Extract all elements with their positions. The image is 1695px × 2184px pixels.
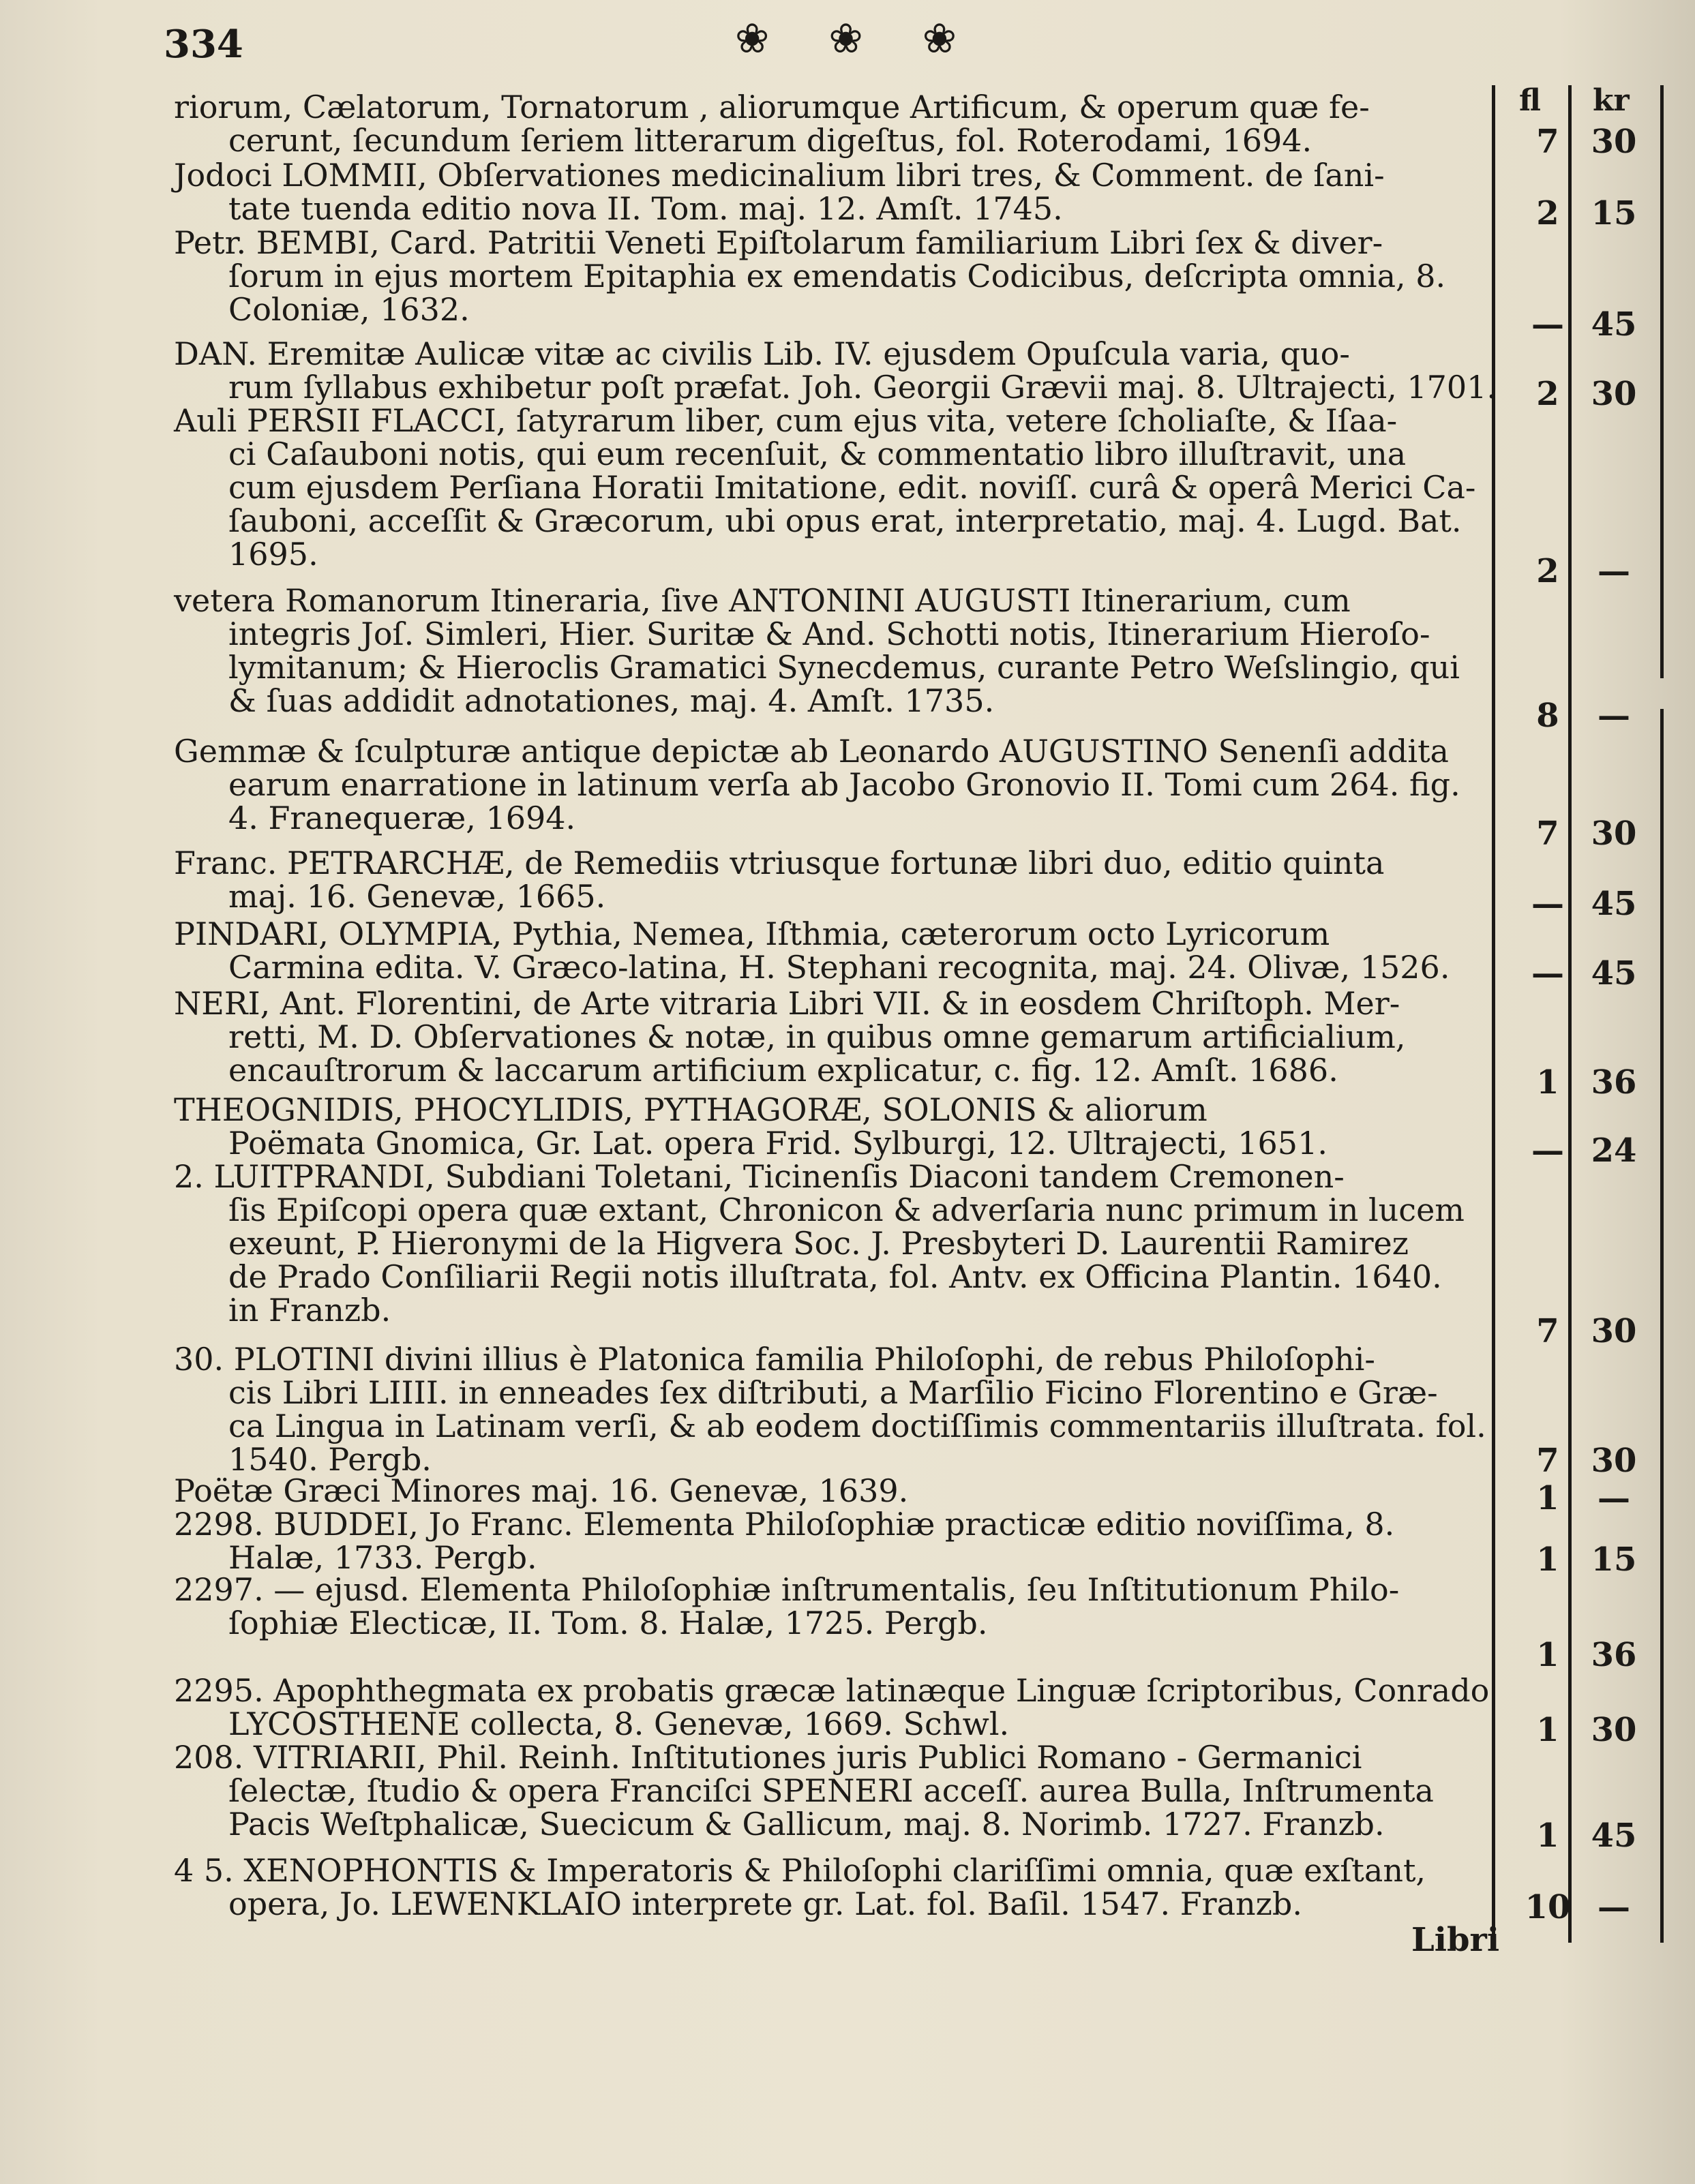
entry-line: 2297. — ejusd. Elementa Philoſophiæ inſtrumentalis, ſeu Inſtitutionum Philo- (174, 1571, 1400, 1608)
entry-line: de Prado Conſiliarii Regii notis illuſtrata, fol. Antv. ex Officina Plantin. 1640. (228, 1258, 1442, 1295)
catalog-entry (174, 987, 1497, 1087)
entry-line: 208. VITRIARII, Phil. Reinh. Inſtitutiones juris Publici Romano - Germanici (174, 1739, 1362, 1776)
entry-line: ci Caſauboni notis, qui eum recenſuit, & commentatio libro illuſtravit, una (228, 436, 1407, 472)
price-kreuzer: 30 (1591, 123, 1637, 161)
entry-line: opera, Jo. LEWENKLAIO interprete gr. Lat. fol. Baſil. 1547. Franzb. (228, 1885, 1302, 1922)
price-kreuzer: 24 (1591, 1132, 1637, 1170)
entry-line: tate tuenda editio nova II. Tom. maj. 12. Amſt. 1745. (228, 190, 1063, 227)
catchword: Libri (1411, 1921, 1500, 1959)
entry-line: earum enarratione in latinum verſa ab Jacobo Gronovio II. Tomi cum 264. fig. (228, 766, 1460, 803)
entry-line: Pacis Weſtphalicæ, Suecicum & Gallicum, maj. 8. Norimb. 1727. Franzb. (228, 1806, 1385, 1842)
price-kreuzer: 15 (1591, 194, 1637, 232)
price-kreuzer: — (1597, 1888, 1630, 1926)
price-kreuzer: 36 (1591, 1636, 1637, 1674)
entry-line: 2298. BUDDEI, Jo Franc. Elementa Philoſophiæ practicæ editio noviſſima, 8. (174, 1506, 1395, 1543)
catalog-entry (174, 226, 1497, 327)
entry-line: rum ſyllabus exhibetur poſt præfat. Joh. Georgii Grævii maj. 8. Ultrajecti, 1701. (228, 369, 1497, 406)
entry-line: Halæ, 1733. Pergb. (228, 1539, 537, 1576)
entry-line: DAN. Eremitæ Aulicæ vitæ ac civilis Lib. IV. ejusdem Opuſcula varia, quo- (174, 335, 1350, 372)
entry-line: integris Joſ. Simleri, Hier. Suritæ & And. Schotti notis, Itinerarium Hieroſo- (228, 616, 1430, 652)
price-kreuzer: — (1597, 1479, 1630, 1517)
entry-line: Poëmata Gnomica, Gr. Lat. opera Frid. Sylburgi, 12. Ultrajecti, 1651. (228, 1125, 1328, 1162)
entry-line: 30. PLOTINI divini illius è Platonica familia Philoſophi, de rebus Philoſophi- (174, 1341, 1375, 1378)
price-kreuzer: 30 (1591, 1711, 1637, 1749)
entry-line: ſorum in ejus mortem Epitaphia ex emendatis Codicibus, deſcripta omnia, 8. (228, 258, 1446, 294)
entry-line: & ſuas addidit adnotationes, maj. 4. Amſt. 1735. (228, 682, 995, 719)
entry-line: 1540. Pergb. (228, 1441, 432, 1478)
column-header-kr: kr (1593, 83, 1630, 118)
price-kreuzer: 45 (1591, 1817, 1637, 1855)
catalog-entry (174, 735, 1497, 835)
page-number: 334 (164, 22, 243, 67)
entry-line: ca Lingua in Latinam verſi, & ab eodem doctiſſimis commentariis illuſtrata. fol. (228, 1408, 1486, 1444)
price-florin: 2 (1536, 194, 1559, 232)
entry-line: ſophiæ Electicæ, II. Tom. 8. Halæ, 1725. Pergb. (228, 1605, 988, 1641)
catalog-entry (174, 404, 1497, 571)
price-florin: 1 (1536, 1636, 1559, 1674)
price-florin: — (1531, 885, 1564, 923)
catalog-entry (174, 337, 1497, 404)
catalog-entry (174, 1508, 1497, 1575)
catalog-entry (174, 1854, 1497, 1921)
price-kreuzer: 45 (1591, 305, 1637, 344)
entry-line: encauſtrorum & laccarum artificium explicatur, c. fig. 12. Amſt. 1686. (228, 1052, 1338, 1089)
price-kreuzer: 30 (1591, 815, 1637, 853)
entry-line: cum ejusdem Perſiana Horatii Imitatione, edit. noviſſ. curâ & operâ Merici Ca- (228, 469, 1476, 506)
price-kreuzer: 15 (1591, 1541, 1637, 1579)
entry-line: exeunt, P. Hieronymi de la Higvera Soc. J. Presbyteri D. Laurentii Ramirez (228, 1225, 1409, 1262)
catalog-entry (174, 159, 1497, 226)
catalog-entry (174, 1160, 1497, 1327)
entry-line: Petr. BEMBI, Card. Patritii Veneti Epiſtolarum familiarium Libri ſex & diver- (174, 224, 1383, 261)
entry-line: 2. LUITPRANDI, Subdiani Toletani, Ticinenſis Diaconi tandem Cremonen- (174, 1158, 1345, 1195)
catalog-entry (174, 91, 1497, 157)
catalog-entry (174, 584, 1497, 718)
catalog-entry (174, 917, 1497, 984)
entry-line: PINDARI, OLYMPIA, Pythia, Nemea, Iſthmia, cæterorum octo Lyricorum (174, 915, 1330, 952)
entry-line: in Franzb. (228, 1292, 391, 1329)
price-kreuzer: 45 (1591, 954, 1637, 992)
column-header-fl: fl (1519, 83, 1541, 118)
entry-line: 4 5. XENOPHONTIS & Imperatoris & Philoſophi clariſſimi omnia, quæ exſtant, (174, 1852, 1426, 1889)
entry-line: lymitanum; & Hieroclis Gramatici Synecdemus, curante Petro Weſslingio, qui (228, 649, 1460, 686)
price-florin: 1 (1536, 1817, 1559, 1855)
catalog-entry (174, 1573, 1497, 1640)
column-rule-right-upper (1660, 85, 1664, 678)
entry-line: Auli PERSII FLACCI, ſatyrarum liber, cum ejus vita, vetere ſcholiaſte, & Iſaa- (174, 402, 1398, 439)
price-florin: 7 (1536, 1312, 1559, 1350)
entry-line: 1695. (228, 536, 318, 573)
catalog-entry (174, 1741, 1497, 1841)
price-florin: — (1531, 954, 1564, 992)
entry-line: LYCOSTHENE collecta, 8. Genevæ, 1669. Schwl. (228, 1705, 1010, 1742)
column-rule-right-lower (1660, 709, 1664, 1943)
price-florin: 7 (1536, 123, 1559, 161)
price-florin: 8 (1536, 697, 1559, 735)
price-florin: — (1531, 1132, 1564, 1170)
entry-line: cerunt, ſecundum ſeriem litterarum digeſtus, fol. Roterodami, 1694. (228, 122, 1312, 159)
entry-line: riorum, Cælatorum, Tornatorum , aliorumque Artificum, & operum quæ fe- (174, 89, 1370, 125)
entry-line: Jodoci LOMMII, Obſervationes medicinalium libri tres, & Comment. de ſani- (174, 157, 1385, 194)
entry-line: maj. 16. Genevæ, 1665. (228, 878, 606, 915)
price-kreuzer: 30 (1591, 1442, 1637, 1480)
price-kreuzer: — (1597, 552, 1630, 590)
catalog-entry (174, 847, 1497, 913)
entry-line: ſelectæ, ſtudio & opera Franciſci SPENERI acceſſ. aurea Bulla, Inſtrumenta (228, 1772, 1434, 1809)
ornament-icon: ❀ ❀ ❀ (735, 15, 980, 63)
price-florin: 1 (1536, 1541, 1559, 1579)
catalog-entry (174, 1093, 1497, 1160)
entry-line: retti, M. D. Obſervationes & notæ, in quibus omne gemarum artificialium, (228, 1018, 1406, 1055)
entry-line: Poëtæ Græci Minores maj. 16. Genevæ, 1639. (174, 1472, 909, 1509)
catalog-entry (174, 1674, 1497, 1741)
entry-line: Coloniæ, 1632. (228, 291, 470, 328)
entry-line: ſis Epiſcopi opera quæ extant, Chronicon & adverſaria nunc primum in lucem (228, 1192, 1465, 1228)
entry-line: Franc. PETRARCHÆ, de Remediis vtriusque fortunæ libri duo, editio quinta (174, 845, 1385, 881)
entry-line: NERI, Ant. Florentini, de Arte vitraria Libri VII. & in eosdem Chriſtoph. Mer- (174, 985, 1400, 1022)
price-florin: 1 (1536, 1711, 1559, 1749)
entry-line: ſauboni, acceſſit & Græcorum, ubi opus erat, interpretatio, maj. 4. Lugd. Bat. (228, 502, 1462, 539)
entry-line: 2295. Apophthegmata ex probatis græcæ latinæque Linguæ ſcriptoribus, Conrado (174, 1672, 1490, 1709)
price-florin: 2 (1536, 552, 1559, 590)
price-kreuzer: 30 (1591, 375, 1637, 413)
price-kreuzer: — (1597, 697, 1630, 735)
entry-line: Gemmæ & ſculpturæ antique depictæ ab Leonardo AUGUSTINO Senenſi addita (174, 733, 1449, 770)
entry-line: vetera Romanorum Itineraria, ſive ANTONINI AUGUSTI Itinerarium, cum (174, 582, 1351, 619)
price-florin: — (1531, 305, 1564, 344)
price-florin: 7 (1536, 1442, 1559, 1480)
entry-line: THEOGNIDIS, PHOCYLIDIS, PYTHAGORÆ, SOLONIS & aliorum (174, 1091, 1208, 1128)
price-kreuzer: 30 (1591, 1312, 1637, 1350)
entry-line: Carmina edita. V. Græco-latina, H. Stephani recognita, maj. 24. Olivæ, 1526. (228, 949, 1450, 986)
entry-line: cis Libri LIIII. in enneades ſex diſtributi, a Marſilio Ficino Florentino e Græ- (228, 1374, 1438, 1411)
price-florin: 7 (1536, 815, 1559, 853)
price-florin: 10 (1525, 1888, 1571, 1926)
price-kreuzer: 36 (1591, 1063, 1637, 1102)
entry-line: 4. Franequeræ, 1694. (228, 800, 576, 836)
price-florin: 2 (1536, 375, 1559, 413)
price-florin: 1 (1536, 1063, 1559, 1102)
price-florin: 1 (1536, 1479, 1559, 1517)
catalog-entry (174, 1474, 1497, 1508)
price-kreuzer: 45 (1591, 885, 1637, 923)
catalog-entry (174, 1343, 1497, 1476)
